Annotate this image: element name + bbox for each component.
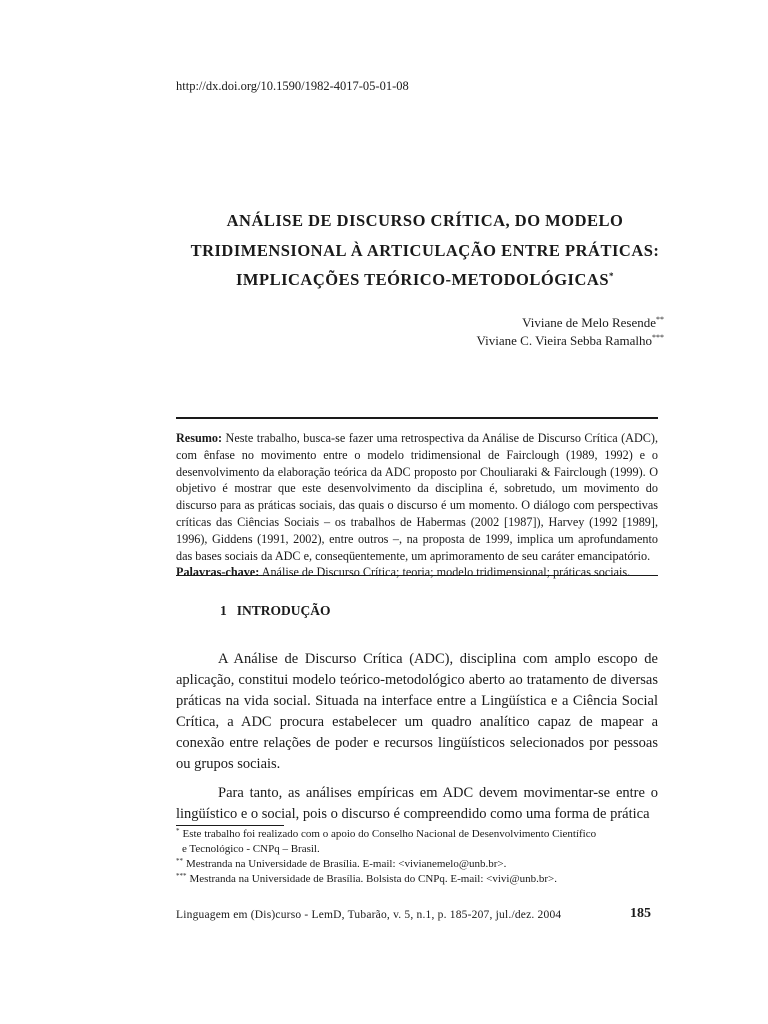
footnote-3 bbox=[176, 872, 658, 887]
author-1-marker: ** bbox=[656, 315, 664, 324]
title-line-3-text: IMPLICAÇÕES TEÓRICO-METODOLÓGICAS bbox=[236, 270, 609, 289]
footnote-2-marker: ** bbox=[176, 857, 183, 865]
paragraph-1: A Análise de Discurso Crítica (ADC), disciplina com amplo escopo de aplicação, constitui modelo teórico-metodológico aberto ao tratamento de diversas práticas na vida social. Situada na interface entre a Lingüística e a Ciência Social Crítica, a ADC procura estabelecer um quadro analítico capaz de mapear a conexão entre relações de poder e recursos lingüísticos selecionados por pessoas ou grupos sociais. bbox=[176, 651, 658, 772]
footnote-2-text: Mestranda na Universidade de Brasília. E-mail: <vivianemelo@unb.br>. bbox=[186, 858, 507, 870]
keywords-list: Análise de Discurso Crítica; teoria; modelo tridimensional; práticas sociais. bbox=[259, 565, 631, 580]
abstract-text bbox=[176, 430, 658, 564]
keywords bbox=[176, 564, 658, 581]
author-2-name: Viviane C. Vieira Sebba Ramalho bbox=[476, 333, 652, 348]
section-heading bbox=[220, 603, 331, 619]
abstract-body: Neste trabalho, busca-se fazer uma retrospectiva da Análise de Discurso Crítica (ADC), com ênfase no movimento entre o modelo tridimensional de Fairclough (1989, 1992) e o desenvolvimento da elaboração teórica da ADC proposto por Chouliaraki & Fairclough (1999). O objetivo é mostrar que este desenvolvimento da disciplina é, sobretudo, um movimento do discurso para as práticas sociais, das quais o discurso é um momento. O diálogo com perspectivas críticas das Ciências Sociais – os trabalhos de Habermas (2002 [1987]), Harvey (1992 [1989], 1996), Giddens (1991, 2002), entre outros –, na proposta de 1999, implica um aprofundamento das bases sociais da ADC e, conseqüentemente, um aprimoramento de seu caráter emancipatório. bbox=[176, 431, 658, 563]
section-title: INTRODUÇÃO bbox=[236, 603, 331, 618]
abstract-bottom-rule bbox=[176, 575, 658, 576]
footnote-1 bbox=[176, 827, 658, 842]
keywords-label: Palavras-chave: bbox=[176, 565, 260, 580]
author-1-name: Viviane de Melo Resende bbox=[522, 315, 656, 330]
doi-link[interactable]: http://dx.doi.org/10.1590/1982-4017-05-01-08 bbox=[176, 79, 409, 93]
footnote-rule bbox=[176, 825, 284, 826]
footnote-3-marker: *** bbox=[176, 872, 187, 880]
title-footnote-marker: * bbox=[609, 271, 614, 281]
footnote-1-continuation: e Tecnológico - CNPq – Brasil. bbox=[182, 843, 320, 855]
abstract bbox=[176, 430, 658, 581]
abstract-top-rule bbox=[176, 417, 658, 419]
footnote-3-text: Mestranda na Universidade de Brasília. Bolsista do CNPq. E-mail: <vivi@unb.br>. bbox=[189, 873, 557, 885]
footnotes bbox=[176, 827, 658, 887]
title-line-2: TRIDIMENSIONAL À ARTICULAÇÃO ENTRE PRÁTICAS: bbox=[190, 240, 660, 260]
author-list bbox=[477, 314, 664, 350]
abstract-label: Resumo: bbox=[176, 431, 223, 445]
title-line-3 bbox=[160, 265, 690, 295]
footnote-1-text: Este trabalho foi realizado com o apoio do Conselho Nacional de Desenvolvimento Científico bbox=[182, 828, 597, 840]
author-2 bbox=[477, 332, 664, 350]
journal-citation: Linguagem em (Dis)curso - LemD, Tubarão, v. 5, n.1, p. 185-207, jul./dez. 2004 bbox=[176, 909, 562, 921]
author-1 bbox=[477, 314, 664, 332]
section-number: 1 bbox=[220, 603, 227, 618]
author-2-marker: *** bbox=[652, 333, 664, 342]
footnote-2 bbox=[176, 857, 658, 872]
paragraph-2: Para tanto, as análises empíricas em ADC devem movimentar-se entre o lingüístico e o social, pois o discurso é compreendido como uma forma de prática bbox=[176, 785, 658, 822]
title-line-1: ANÁLISE DE DISCURSO CRÍTICA, DO MODELO bbox=[226, 211, 624, 230]
page-number: 185 bbox=[630, 906, 651, 921]
footnote-1-marker: * bbox=[176, 827, 180, 835]
paper-title bbox=[160, 206, 690, 295]
body-text bbox=[176, 649, 658, 825]
